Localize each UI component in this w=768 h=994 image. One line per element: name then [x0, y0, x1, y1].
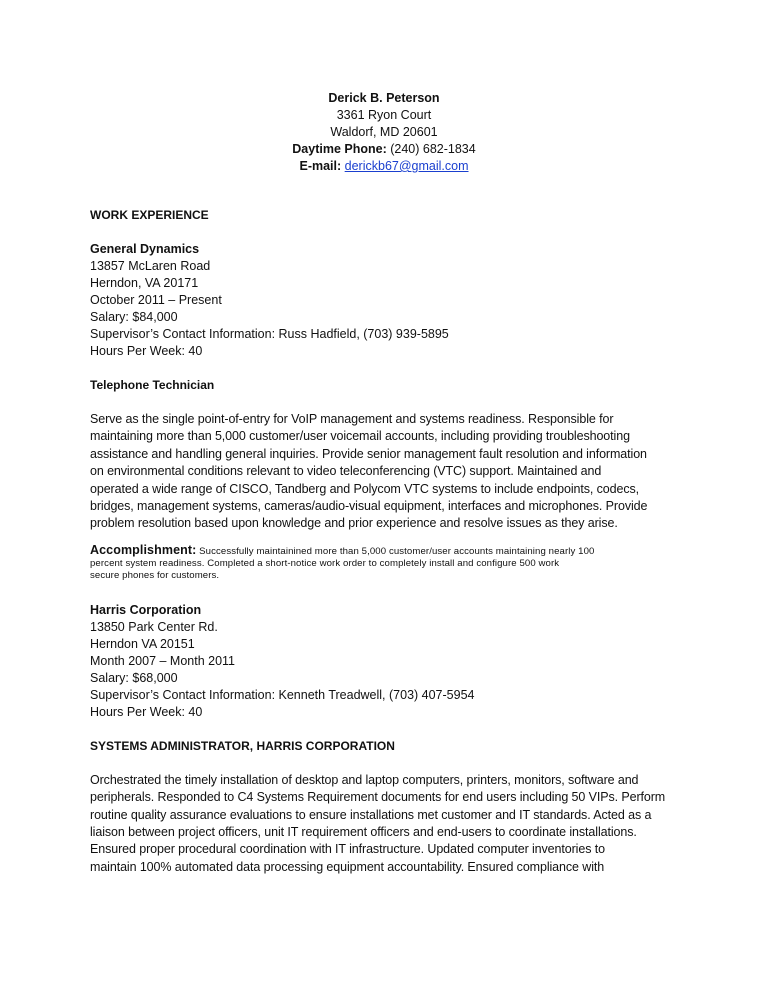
description-line: on environmental conditions relevant to video teleconferencing (VTC) support. Maintained and	[90, 464, 602, 479]
description-line: bridges, management systems, cameras/audio-visual equipment, interfaces and microphones. Provide	[90, 499, 648, 514]
phone-line	[0, 141, 768, 158]
description-line: assistance and handling general inquiries. Provide senior management fault resolution and information	[90, 446, 647, 461]
supervisor-contact: Supervisor’s Contact Information: Kenneth Treadwell, (703) 407-5954	[90, 687, 475, 702]
job-title: Telephone Technician	[90, 378, 215, 392]
hours-per-week: Hours Per Week: 40	[90, 344, 203, 358]
email-line	[0, 158, 768, 175]
accomplishment-line: secure phones for customers.	[90, 569, 220, 581]
job-entry	[90, 241, 690, 582]
description-line: problem resolution based upon knowledge and prior experience and resolve issues as they arise.	[90, 516, 618, 531]
city-state-zip: Waldorf, MD 20601	[330, 125, 438, 139]
salary: Salary: $68,000	[90, 670, 178, 685]
description-line: Orchestrated the timely installation of desktop and laptop computers, printers, monitors, software and	[90, 772, 639, 787]
job-title: SYSTEMS ADMINISTRATOR, HARRIS CORPORATION	[90, 738, 395, 753]
salary: Salary: $84,000	[90, 310, 178, 324]
description-line: routine quality assurance evaluations to ensure installations met customer and IT standards. Acted as a	[90, 807, 652, 822]
employer-name: Harris Corporation	[90, 602, 202, 617]
employment-dates: Month 2007 – Month 2011	[90, 653, 236, 668]
email-label: E-mail:	[299, 159, 342, 173]
employer-city: Herndon VA 20151	[90, 636, 195, 651]
email-link[interactable]: derickb67@gmail.com	[344, 159, 469, 173]
description-line: peripherals. Responded to C4 Systems Requirement documents for end users including 50 VIPs. Perform	[90, 790, 666, 805]
employment-dates: October 2011 – Present	[90, 293, 222, 307]
phone-number: (240) 682-1834	[390, 142, 476, 156]
accomplishment	[90, 544, 690, 582]
description-line: liaison between project officers, unit IT requirement officers and end-users to coordinate installations.	[90, 825, 637, 840]
description-line: Serve as the single point-of-entry for VoIP management and systems readiness. Responsible for	[90, 412, 614, 426]
employer-city: Herndon, VA 20171	[90, 276, 199, 290]
employer-address: 13850 Park Center Rd.	[90, 619, 218, 634]
street-address: 3361 Ryon Court	[336, 108, 432, 122]
description-line: Ensured proper procedural coordination with IT infrastructure. Updated computer inventories to	[90, 842, 605, 857]
hours-per-week: Hours Per Week: 40	[90, 704, 203, 719]
contact-header	[0, 90, 768, 175]
phone-label: Daytime Phone:	[292, 142, 387, 156]
accomplishment-label: Accomplishment:	[90, 542, 197, 557]
accomplishment-line: percent system readiness. Completed a short-notice work order to completely install and configure 500 work	[90, 557, 560, 569]
resume-body	[90, 207, 690, 876]
description-line: maintain 100% automated data processing equipment accountability. Ensured compliance with	[90, 859, 605, 874]
description-line: operated a wide range of CISCO, Tandberg and Polycom VTC systems to include endpoints, codecs,	[90, 481, 640, 496]
accomplishment-line: Successfully maintainined more than 5,000 customer/user accounts maintaining nearly 100	[199, 545, 595, 557]
job-description	[90, 772, 690, 876]
section-title: WORK EXPERIENCE	[90, 208, 209, 222]
employer-name: General Dynamics	[90, 242, 200, 256]
candidate-name: Derick B. Peterson	[328, 91, 440, 105]
supervisor-contact: Supervisor’s Contact Information: Russ Hadfield, (703) 939-5895	[90, 327, 449, 341]
description-line: maintaining more than 5,000 customer/user voicemail accounts, including providing troubleshooting	[90, 429, 630, 444]
job-description	[90, 411, 690, 533]
employer-address: 13857 McLaren Road	[90, 259, 211, 273]
job-entry	[90, 602, 690, 876]
